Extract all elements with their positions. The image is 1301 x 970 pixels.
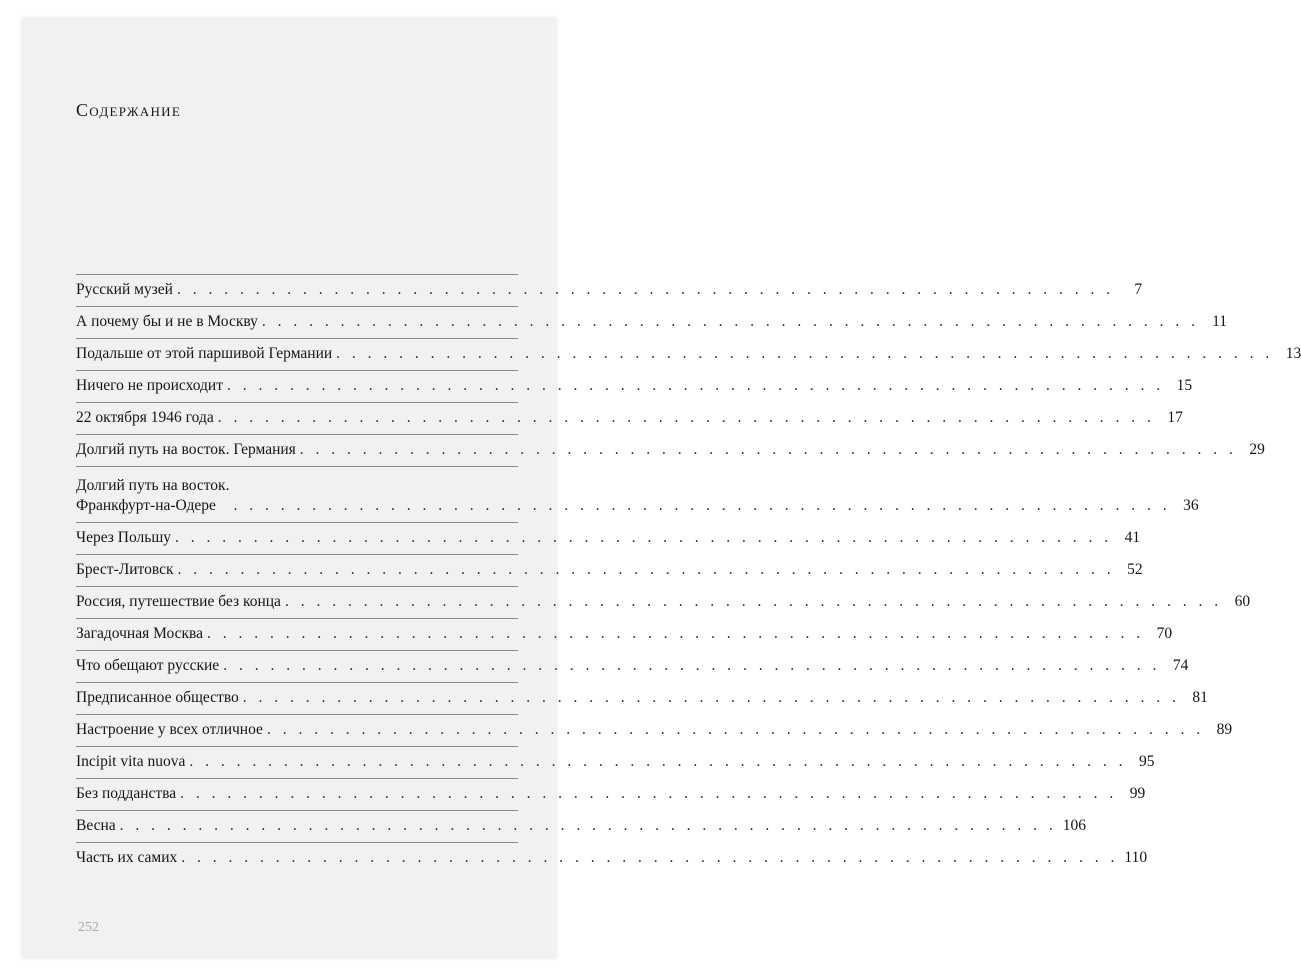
dot-leader: . . . . . . . . . . . . . . . . . . . . . . . . . . . . . . . . . . . . . . . . . . . . . . . . . . . . . . . . . . . . [299,441,1237,458]
toc-entry[interactable] [76,714,1233,746]
dot-leader: . . . . . . . . . . . . . . . . . . . . . . . . . . . . . . . . . . . . . . . . . . . . . . . . . . . . . . . . . . . . [242,689,1180,706]
toc-entry-title: Подальше от этой паршивой Германии [76,345,333,362]
book-page [22,18,1301,958]
toc-entry-page: 74 [1172,657,1189,674]
dot-leader: . . . . . . . . . . . . . . . . . . . . . . . . . . . . . . . . . . . . . . . . . . . . . . . . . . . . . . . . . . . . [266,721,1205,738]
dot-leader: . . . . . . . . . . . . . . . . . . . . . . . . . . . . . . . . . . . . . . . . . . . . . . . . . . . . . . . . . . . . [233,497,1171,514]
dot-leader: . . . . . . . . . . . . . . . . . . . . . . . . . . . . . . . . . . . . . . . . . . . . . . . . . . . . . . . . . . . . [223,657,1161,674]
toc-entry-title: Через Польшу [76,529,171,546]
toc-entry-page: 11 [1212,313,1228,330]
toc-entry[interactable] [76,586,1251,618]
toc-entry-page: 99 [1129,785,1146,802]
toc-entry-title: Incipit vita nuova [76,753,186,770]
toc-entry[interactable] [76,466,1199,522]
toc-entry-title: Настроение у всех отличное [76,721,263,738]
toc-entry-title: Что обещают русские [76,657,220,674]
toc-entry-title [76,476,229,516]
toc-entry[interactable] [76,554,1143,586]
toc-entry[interactable] [76,522,1141,554]
dot-leader: . . . . . . . . . . . . . . . . . . . . . . . . . . . . . . . . . . . . . . . . . . . . . . . . . . . . . . . . . . . . [284,593,1223,610]
dot-leader: . . . . . . . . . . . . . . . . . . . . . . . . . . . . . . . . . . . . . . . . . . . . . . . . . . . . . . . . . . . . [177,561,1115,578]
toc-entry[interactable] [76,370,1193,402]
toc-entry-page: 106 [1062,817,1087,834]
page-number: 252 [78,920,99,935]
toc-entry-page: 52 [1127,561,1143,578]
dot-leader: . . . . . . . . . . . . . . . . . . . . . . . . . . . . . . . . . . . . . . . . . . . . . . . . . . . . . . . . . . . . [261,313,1200,330]
toc-entry-page: 60 [1234,593,1251,610]
toc-entry-title: Брест-Литовск [76,561,174,578]
toc-entry[interactable] [76,842,1148,874]
dot-leader: . . . . . . . . . . . . . . . . . . . . . . . . . . . . . . . . . . . . . . . . . . . . . . . . . . . . . . . . . . . . [189,753,1127,770]
toc-entry-page: 89 [1216,721,1233,738]
dot-leader: . . . . . . . . . . . . . . . . . . . . . . . . . . . . . . . . . . . . . . . . . . . . . . . . . . . . . . . . . . . . [175,529,1113,546]
toc-entry[interactable] [76,618,1173,650]
dot-leader: . . . . . . . . . . . . . . . . . . . . . . . . . . . . . . . . . . . . . . . . . . . . . . . . . . . . . . . . . . . . [181,849,1119,866]
toc-entry-page: 95 [1138,753,1155,770]
dot-leader: . . . . . . . . . . . . . . . . . . . . . . . . . . . . . . . . . . . . . . . . . . . . . . . . . . . . . . . . . . . . [336,345,1274,362]
toc-entry-page: 7 [1134,281,1143,298]
toc-entry[interactable] [76,434,1265,466]
toc-entry-title: Долгий путь на восток. Германия [76,441,296,458]
toc-entry[interactable] [76,306,1228,338]
toc-entry-title: Загадочная Москва [76,625,204,642]
toc-entry-page: 70 [1156,625,1173,642]
dot-leader: . . . . . . . . . . . . . . . . . . . . . . . . . . . . . . . . . . . . . . . . . . . . . . . . . . . . . . . . . . . . [217,409,1155,426]
toc-entry-page: 36 [1183,497,1199,514]
table-of-contents [76,274,1301,874]
toc-entry[interactable] [76,778,1146,810]
toc-entry-page: 81 [1192,689,1208,706]
toc-entry[interactable] [76,682,1208,714]
toc-entry[interactable] [76,746,1155,778]
toc-entry-page: 13 [1285,345,1301,362]
toc-entry-title-line1: Долгий путь на восток. [76,477,230,494]
toc-entry-title: 22 октября 1946 года [76,409,214,426]
toc-entry-page: 41 [1124,529,1141,546]
toc-entry-title: Ничего не происходит [76,377,223,394]
toc-entry-page: 29 [1249,441,1265,458]
dot-leader: . . . . . . . . . . . . . . . . . . . . . . . . . . . . . . . . . . . . . . . . . . . . . . . . . . . . . . . . . . . . [227,377,1165,394]
toc-entry[interactable] [76,810,1087,842]
toc-entry-title: Часть их самих [76,849,178,866]
toc-entry-title-line2: Франкфурт-на-Одере [76,497,216,514]
toc-entry-page: 17 [1167,409,1183,426]
toc-entry[interactable] [76,650,1189,682]
toc-entry-title: Русский музей [76,281,173,298]
page-title: Содержание [76,100,182,120]
dot-leader: . . . . . . . . . . . . . . . . . . . . . . . . . . . . . . . . . . . . . . . . . . . . . . . . . . . . . . . . . . . . [180,785,1118,802]
toc-entry-title: Весна [76,817,116,834]
dot-leader: . . . . . . . . . . . . . . . . . . . . . . . . . . . . . . . . . . . . . . . . . . . . . . . . . . . . . . . . . . . . [119,817,1057,834]
toc-entry[interactable] [76,402,1183,434]
toc-entry[interactable] [76,338,1301,370]
toc-entry-title: Предписанное общество [76,689,239,706]
dot-leader: . . . . . . . . . . . . . . . . . . . . . . . . . . . . . . . . . . . . . . . . . . . . . . . . . . . . . . . . . . . . [176,281,1115,298]
toc-entry-title: Россия, путешествие без конца [76,593,281,610]
dot-leader: . . . . . . . . . . . . . . . . . . . . . . . . . . . . . . . . . . . . . . . . . . . . . . . . . . . . . . . . . . . . [207,625,1145,642]
toc-entry-page: 110 [1124,849,1148,866]
toc-entry-title: Без подданства [76,785,177,802]
toc-entry[interactable] [76,274,1143,306]
toc-entry-title: А почему бы и не в Москву [76,313,258,330]
toc-entry-page: 15 [1176,377,1193,394]
